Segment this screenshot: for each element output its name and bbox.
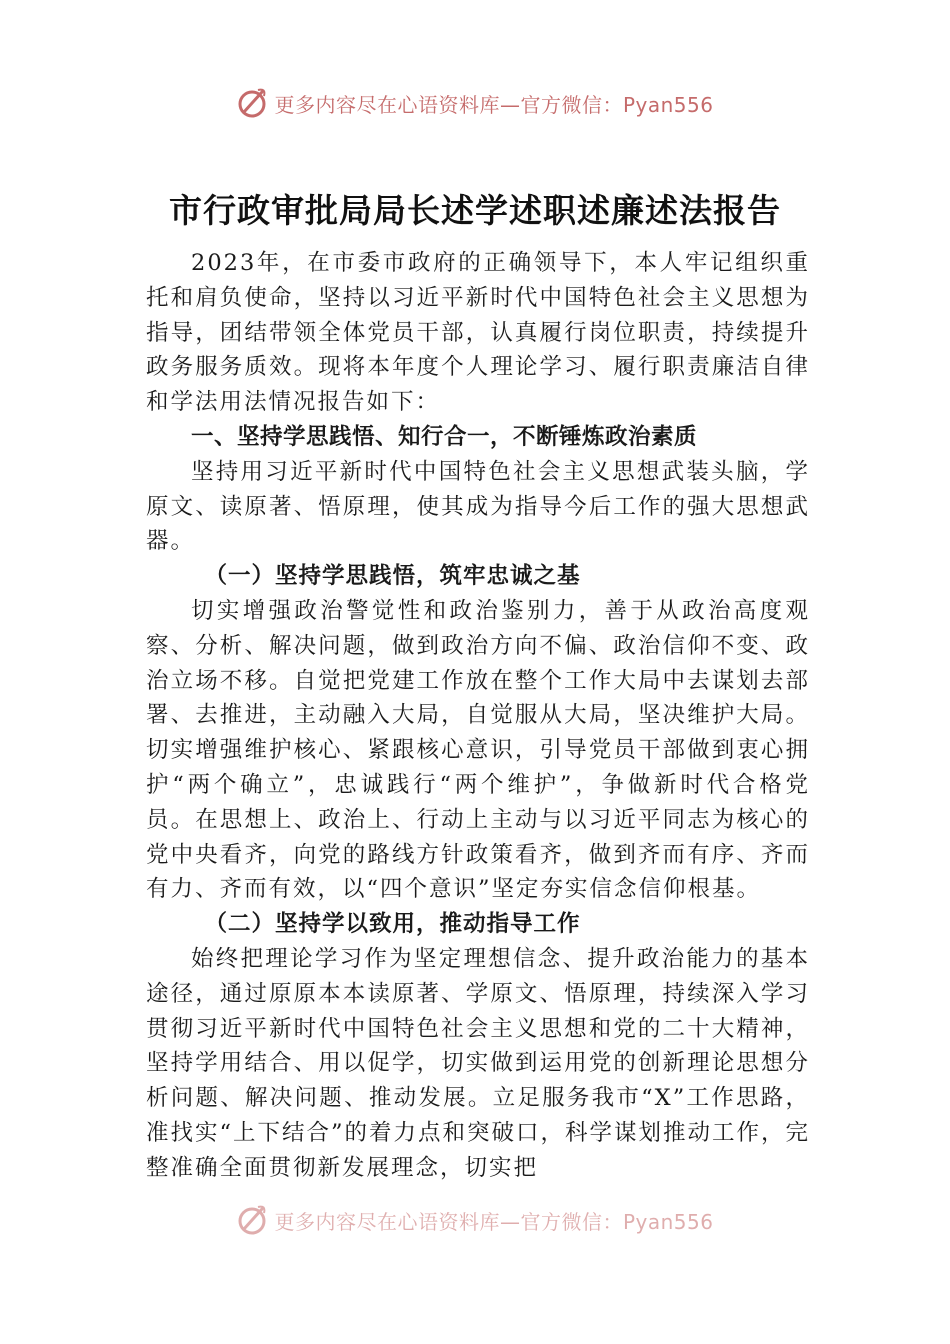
subsection-heading-1: （一）坚持学思践悟，筑牢忠诚之基 (204, 563, 581, 590)
watermark-header (0, 83, 950, 123)
watermark-footer (0, 1205, 950, 1235)
document-title: 市行政审批局局长述学述职述廉述法报告 (169, 191, 781, 230)
watermark-text: 更多内容尽在心语资料库—官方微信：Pyan556 (274, 92, 714, 117)
brush-logo-icon (236, 1205, 270, 1235)
paragraph-subsection-1: 切实增强政治警觉性和政治鉴别力，善于从政治高度观察、分析、解决问题，做到政治方向不偏、政治信仰不变、政治立场不移。自觉把党建工作放在整个工作大局中去谋划去部署、去推进，主动融入大局，自觉服从大局，坚决维护大局。切实增强维护核心、紧跟核心意识，引导党员干部做到衷心拥护“两个确立”，忠诚践行“两个维护”，争做新时代合格党员。在思想上、政治上、行动上主动与以习近平同志为核心的党中央看齐，向党的路线方针政策看齐，做到齐而有序、齐而有力、齐而有效，以“四个意识”坚定夯实信念信仰根基。 (146, 597, 810, 903)
section-heading-1: 一、坚持学思践悟、知行合一，不断锤炼政治素质 (191, 423, 698, 450)
subsection-heading-2: （二）坚持学以致用，推动指导工作 (204, 911, 581, 938)
paragraph-intro: 2023年，在市委市政府的正确领导下，本人牢记组织重托和肩负使命，坚持以习近平新时代中国特色社会主义思想为指导，团结带领全体党员干部，认真履行岗位职责，持续提升政务服务质效。现将本年度个人理论学习、履行职责廉洁自律和学法用法情况报告如下： (146, 250, 810, 416)
document-body (146, 246, 810, 1186)
paragraph-section-1: 坚持用习近平新时代中国特色社会主义思想武装头脑，学原文、读原著、悟原理，使其成为指导今后工作的强大思想武器。 (146, 458, 810, 555)
paragraph-subsection-2: 始终把理论学习作为坚定理想信念、提升政治能力的基本途径，通过原原本本读原著、学原文、悟原理，持续深入学习贯彻习近平新时代中国特色社会主义思想和党的二十大精神，坚持学用结合、用以促学，切实做到运用党的创新理论思想分析问题、解决问题、推动发展。立足服务我市“X”工作思路，准找实“上下结合”的着力点和突破口，科学谋划推动工作，完整准确全面贯彻新发展理念，切实把 (146, 945, 811, 1181)
brush-logo-icon (236, 86, 270, 120)
watermark-text: 更多内容尽在心语资料库—官方微信：Pyan556 (274, 1209, 714, 1234)
